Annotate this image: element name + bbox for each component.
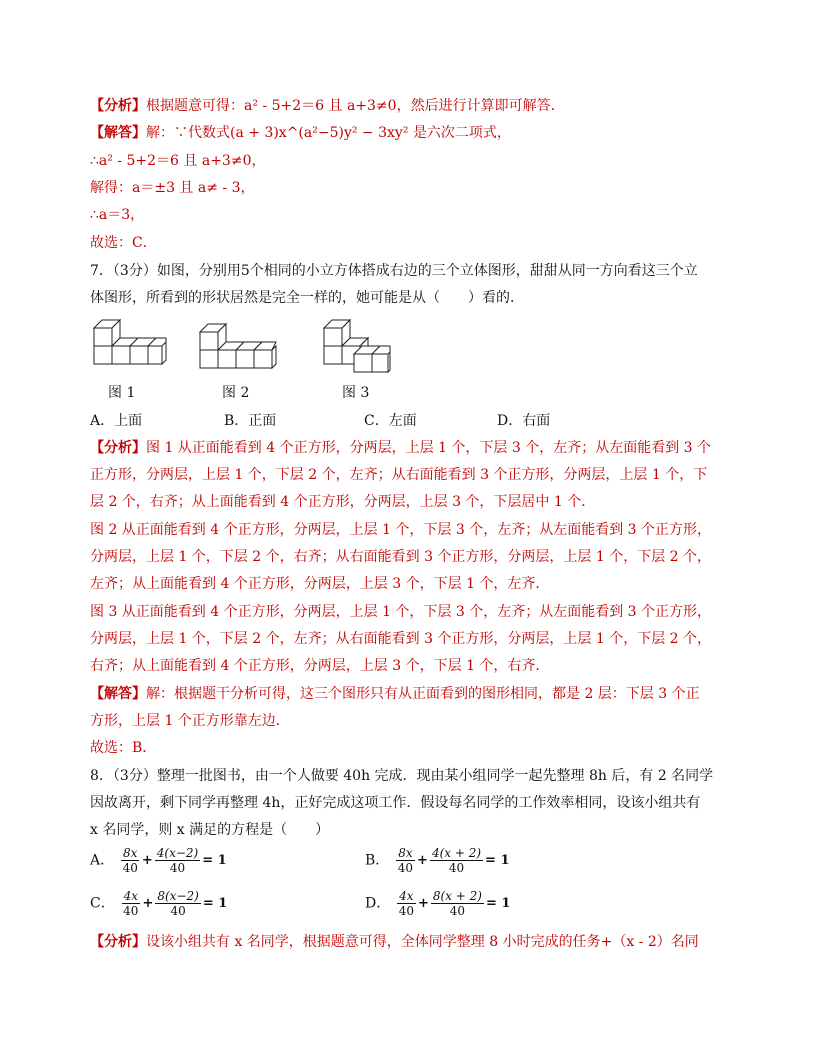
q7-analysis-line-9: 右齐；从上面能看到 4 个正方形，分两层，上层 3 个，下层 1 个，右齐．: [90, 658, 550, 674]
q6-analysis-line: [90, 96, 565, 116]
numerator: 4x: [399, 889, 414, 903]
q7-analysis-line-2: 正方形，分两层，上层 1 个，下层 2 个，左齐；从右面能看到 3 个正方形，分两层，上层 1 个，下: [90, 467, 708, 483]
q8-option-b: B． $\frac{8x}{40}$ + $\frac{4(x + 2)}{40}$ = 1: [365, 846, 510, 875]
denominator: 40: [448, 861, 465, 875]
q7-stem-line1: 7．（3分）如图，分别用5个相同的小立方体搭成右边的三个立体图形，甜甜从同一方向看这三个立: [90, 263, 698, 279]
answer-tag: 【解答】: [90, 686, 146, 702]
figure-3-label: 图 3: [342, 385, 370, 401]
rhs: = 1: [485, 853, 510, 868]
q8-stem-line2: 因故离开，剩下同学再整理 4h，正好完成这项工作．假设每名同学的工作效率相同，设该小组共有: [90, 795, 701, 811]
figure-1-cubes: [90, 314, 170, 370]
q8-stem-line1: 8．（3分）整理一批图书，由一个人做要 40h 完成．现由某小组同学一起先整理 8h 后，有 2 名同学: [90, 768, 714, 784]
denominator: 40: [170, 904, 186, 918]
analysis-text: 图 1 从正面能看到 4 个正方形，分两层，上层 1 个，下层 3 个，左齐；从左面能看到 3 个: [146, 440, 712, 456]
analysis-text: 根据题意可得：a² - 5+2＝6 且 a+3≠0，然后进行计算即可解答．: [146, 98, 565, 114]
figure-3-cubes: [320, 314, 396, 374]
denominator: 40: [449, 904, 466, 918]
q7-choice: 故选：B．: [90, 740, 157, 756]
numerator: 4x: [123, 889, 139, 903]
numerator: 8(x−2): [157, 889, 199, 903]
q7-analysis-line-3: 层 2 个，右齐；从上面能看到 4 个正方形，分两层，上层 3 个，下层居中 1 个．: [90, 494, 596, 510]
q8-option-d: D． $\frac{4x}{40}$ + $\frac{8(x + 2)}{40}$ = 1: [365, 889, 511, 918]
q8-analysis-line: [90, 932, 699, 952]
fraction: [121, 889, 140, 918]
option-letter: D．: [365, 895, 391, 912]
figure-1-label: 图 1: [108, 385, 136, 401]
q7-analysis-line-8: 分两层，上层 1 个，下层 2 个，左齐；从右面能看到 3 个正方形，分两层，上层 1 个，下层 2 个，: [90, 631, 712, 647]
q7-analysis-line-7: 图 3 从正面能看到 4 个正方形，分两层，上层 1 个，下层 3 个，左齐；从左面能看到 3 个正方形，: [90, 604, 712, 620]
fraction: [396, 846, 415, 875]
denominator: 40: [398, 904, 414, 918]
q8-option-a: A． $\frac{8x}{40}$ + $\frac{4(x-2)}{40}$ = 1: [90, 846, 227, 875]
q6-choice: 故选：C．: [90, 235, 157, 251]
q7-analysis-line-5: 分两层，上层 1 个，下层 2 个，右齐；从右面能看到 3 个正方形，分两层，上层 1 个，下层 2 个，: [90, 549, 712, 565]
answer-text: 解：根据题干分析可得，这三个图形只有从正面看到的图形相同，都是 2 层：下层 3 个正: [146, 686, 700, 702]
figure-2-label: 图 2: [222, 385, 250, 401]
numerator: 4(x + 2): [431, 846, 482, 860]
numerator: 8(x + 2): [432, 889, 482, 903]
fraction: [431, 889, 484, 918]
rhs: = 1: [202, 853, 227, 868]
fraction: [155, 889, 200, 918]
option-letter: B．: [365, 852, 390, 869]
option-letter: A．: [90, 852, 115, 869]
q6-step1: ∴a² - 5+2＝6 且 a+3≠0，: [90, 153, 266, 169]
q7-option-a: A．上面: [90, 413, 143, 429]
q7-analysis-line-4: 图 2 从正面能看到 4 个正方形，分两层，上层 1 个，下层 3 个，左齐；从左面能看到 3 个正方形，: [90, 522, 712, 538]
analysis-text: 设该小组共有 x 名同学，根据题意可得，全体同学整理 8 小时完成的任务+（x - 2）名同: [146, 934, 699, 950]
q6-answer-line: [90, 123, 511, 143]
q7-answer-line-2: 方形，上层 1 个正方形靠左边．: [90, 713, 290, 729]
denominator: 40: [169, 861, 186, 875]
rhs: = 1: [202, 896, 228, 911]
fraction: [430, 846, 483, 875]
q7-option-c: C．左面: [364, 413, 417, 429]
fraction: [121, 846, 140, 875]
answer-tag: 【解答】: [90, 125, 146, 141]
q8-option-c: C． $\frac{4x}{40}$ + $\frac{8(x-2)}{40}$ = 1: [90, 889, 228, 918]
q8-stem-line3: x 名同学，则 x 满足的方程是（ ）: [90, 822, 330, 838]
option-letter: C．: [90, 895, 115, 912]
q7-answer-line-1: [90, 684, 700, 704]
q7-stem-line2: 体图形，所看到的形状居然是完全一样的，她可能是从（ ）看的．: [90, 290, 524, 306]
denominator: 40: [122, 861, 138, 875]
answer-text: 解：∵代数式(a + 3)x^(a²−5)y² − 3xy² 是六次二项式，: [146, 125, 511, 141]
q7-option-d: D．右面: [497, 413, 551, 429]
q6-step3: ∴a＝3，: [90, 207, 145, 223]
fraction: [397, 889, 416, 918]
q6-step2: 解得：a＝±3 且 a≠ - 3，: [90, 180, 255, 196]
rhs: = 1: [485, 896, 511, 911]
numerator: 4(x−2): [156, 846, 199, 860]
q7-option-b: B．正面: [224, 413, 277, 429]
numerator: 8x: [123, 846, 138, 860]
analysis-tag: 【分析】: [90, 98, 146, 114]
fraction: [155, 846, 200, 875]
denominator: 40: [397, 861, 414, 875]
denominator: 40: [123, 904, 139, 918]
numerator: 8x: [398, 846, 413, 860]
analysis-tag: 【分析】: [90, 934, 146, 950]
q7-analysis-line-1: [90, 438, 711, 458]
figure-2-cubes: [198, 322, 278, 372]
q7-analysis-line-6: 左齐；从上面能看到 4 个正方形，分两层，上层 3 个，下层 1 个，左齐．: [90, 576, 550, 592]
analysis-tag: 【分析】: [90, 440, 146, 456]
